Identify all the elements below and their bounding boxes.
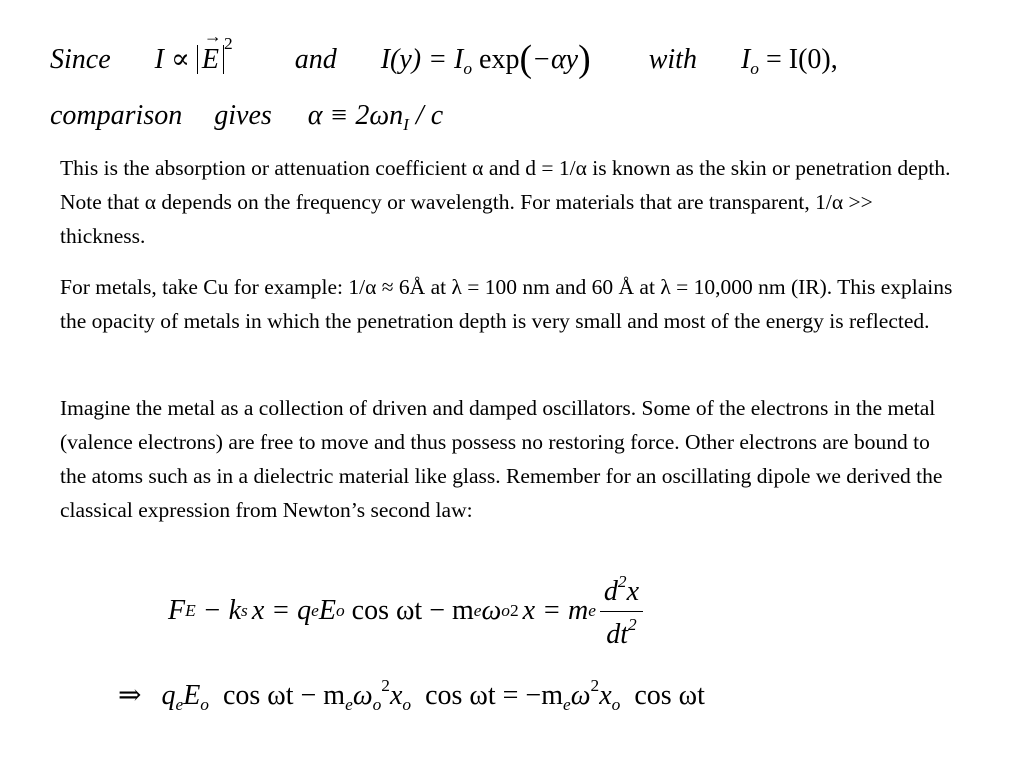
word-gives: gives [214,100,272,131]
equation-alpha: comparison gives $\alpha \equiv 2\omega n_I / c$ [50,100,444,135]
paragraph-metals: For metals, take Cu for example: 1/α ≈ 6Å at λ = 100 nm and 60 Å at λ = 10,000 nm (IR). This explains the opacity of metals in which the penetration depth is very small and most of the energy is reflected. [60,275,953,333]
word-comparison: comparison [50,100,183,131]
equation-intensity: Since I ∝ → $E^2$ and $I(y) = I_o$ exp(−αy) with $I_o = I(0)$, [50,34,838,81]
abs-E: → E [197,45,224,74]
word-and: and [294,44,337,76]
paragraph-oscillators: Imagine the metal as a collection of driven and damped oscillators. Some of the electrons in the metal (valence electrons) are free to move and thus possess no restoring force. Other electrons are bound to the atoms such as in a dielectric material like glass. Remember for an oscillating dipole we derived the classical expression from Newton’s second law: [60,396,943,522]
word-with: with [648,44,697,76]
fraction-d2x-dt2: $\frac{d^2x}{dt^2}$ [600,572,643,651]
word-since: Since [50,44,111,76]
paragraph-absorption: This is the absorption or attenuation coefficient α and d = 1/α is known as the skin or penetration depth. Note that α depends on the frequency or wavelength. For materials that are transparent, 1/α >> thickness. [60,156,951,248]
equation-newton: F E − k s x = q e E o cos ωt − m e ω o 2 x = m e $\frac{d^2x}{dt^2}$ [168,572,647,651]
equation-implies: ⇒ $q_eE_o$ $\cos \omega t - m_e\omega_o^2x_o$ $\cos \omega t = -m_e\omega^2x_o$ cos ωt [118,676,705,715]
implies-arrow: ⇒ [118,680,142,712]
